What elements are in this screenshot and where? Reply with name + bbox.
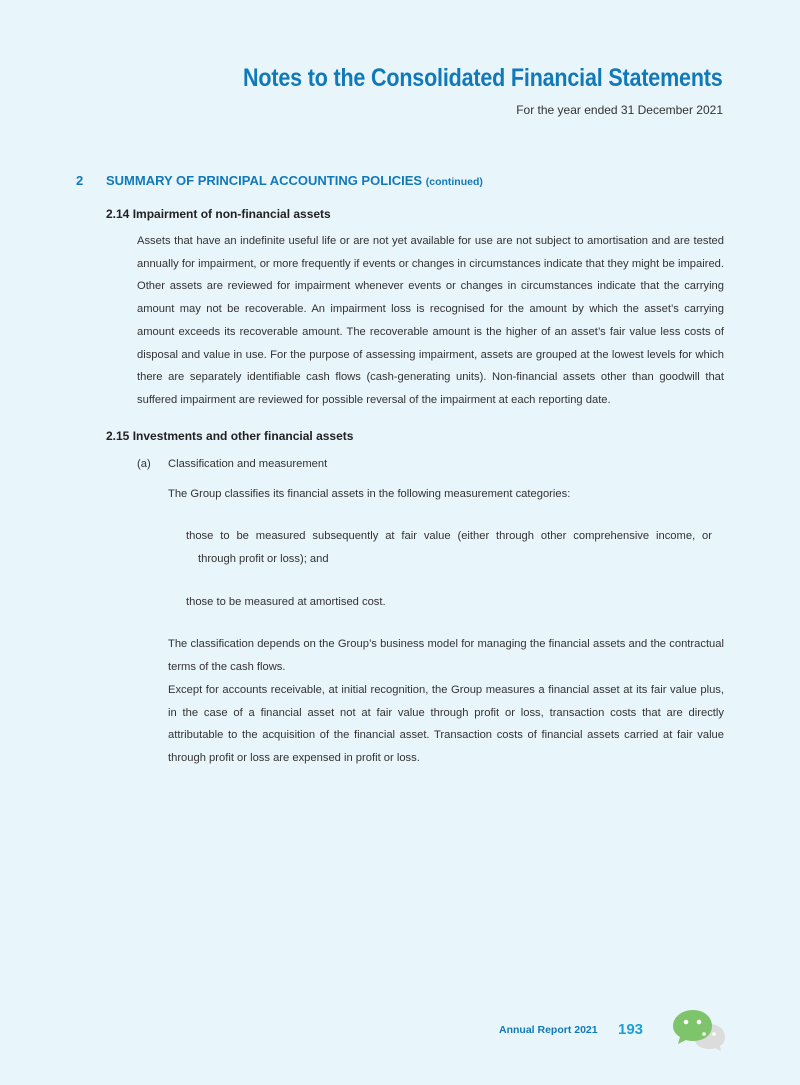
paragraph-initial-recognition: Except for accounts receivable, at initial recognition, the Group measures a financial asset at its fair value plus, in the case of a financial asset not at fair value through profit or loss, transaction costs that are directly attributable to the acquisition of the financial asset. Transaction costs of financial assets carried at fair value through profit or loss are expensed in profit or loss. (168, 684, 724, 765)
chat-eye-left (684, 1020, 689, 1025)
chat-eye-left-back (702, 1032, 706, 1036)
footer-page-number: 193 (618, 1021, 644, 1038)
paragraph-impairment: Assets that have an indefinite useful life or are not yet available for use are not subject to amortisation and are tested annually for impairment, or more frequently if events or changes in circumstances indicate that they might be impaired. Other assets are reviewed for impairment whenever events or changes in circumstances indicate that the carrying amount may not be recoverable. An impairment loss is recognised for the amount by which the asset’s carrying amount exceeds its recoverable amount. The recoverable amount is the higher of an asset’s fair value less costs of disposal and value in use. For the purpose of assessing impairment, assets are grouped at the lowest levels for which there are separately identifiable cash flows (cash-generating units). Non-financial assets other than goodwill that suffered impairment are reviewed for possible reversal of the impairment at each reporting date. (137, 235, 724, 406)
section-number: 2 (76, 173, 84, 188)
list-item-title: Classification and measurement (168, 458, 328, 470)
page-title: Notes to the Consolidated Financial Statements (243, 64, 723, 92)
section-title: SUMMARY OF PRINCIPAL ACCOUNTING POLICIES (106, 173, 423, 188)
page-subtitle: For the year ended 31 December 2021 (516, 103, 723, 117)
bullet-fair-value-line2: through profit or loss); and (198, 553, 329, 565)
paragraph-classification: The classification depends on the Group’s business model for managing the financial assets and the contractual terms of the cash flows. (168, 638, 724, 673)
subsection-heading-2-15: 2.15 Investments and other financial assets (106, 429, 354, 443)
chat-eye-right (697, 1020, 702, 1025)
section-heading (76, 173, 483, 188)
chat-eye-right-back (712, 1032, 716, 1036)
bullet-amortised-cost: those to be measured at amortised cost. (186, 596, 386, 608)
bullet-fair-value-line1: those to be measured subsequently at fair value (either through other comprehensive income, or (186, 530, 712, 542)
subsection-heading-2-14: 2.14 Impairment of non-financial assets (106, 207, 331, 221)
intro-line: The Group classifies its financial assets in the following measurement categories: (168, 488, 571, 500)
list-item-label: (a) (137, 458, 151, 470)
wechat-icon (673, 1010, 725, 1052)
footer-report-name: Annual Report 2021 (499, 1024, 598, 1036)
section-continued: (continued) (425, 176, 483, 188)
